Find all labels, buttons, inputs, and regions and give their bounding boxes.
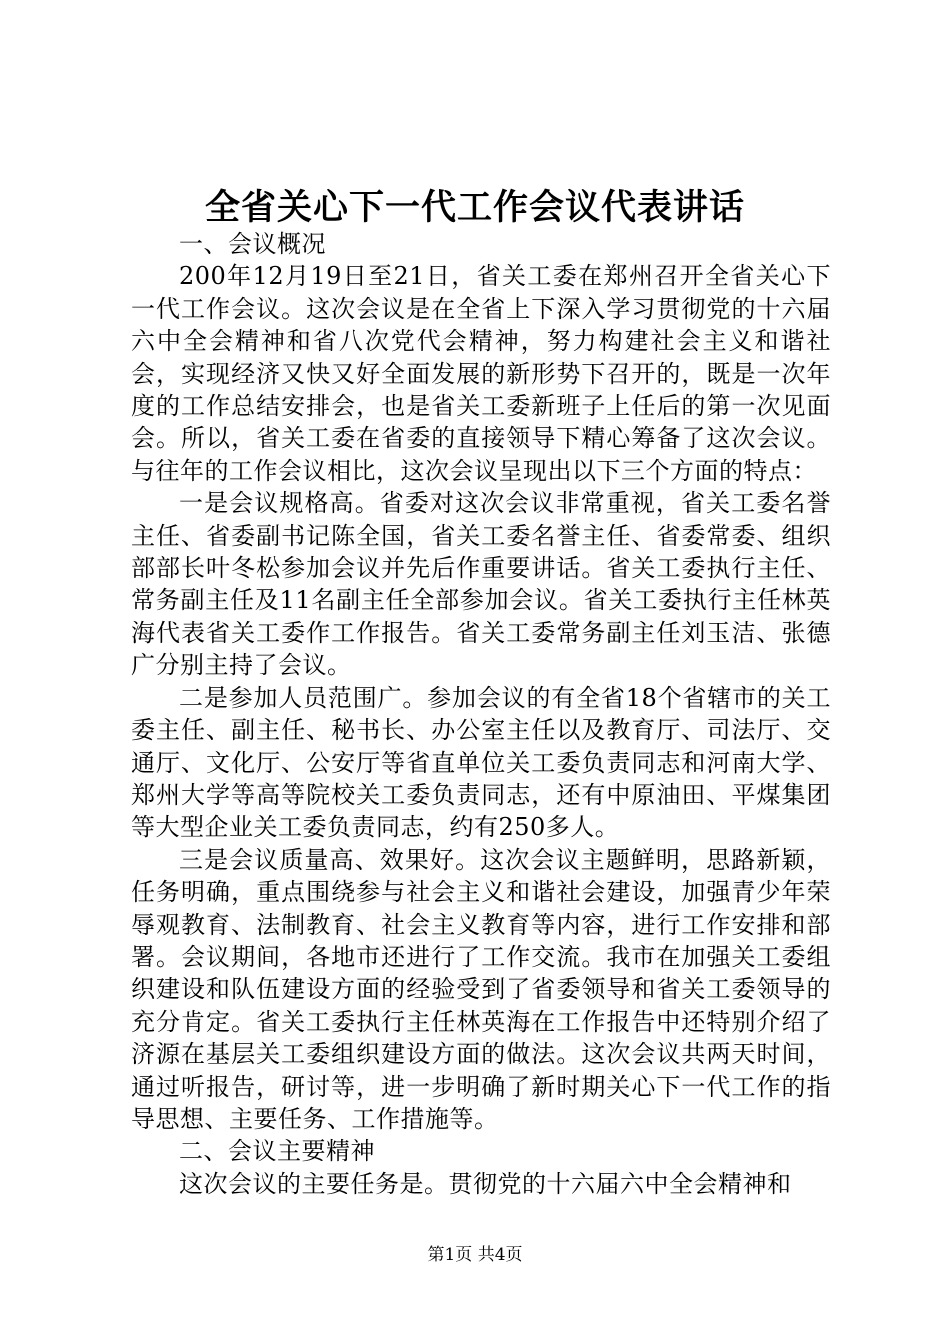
paragraph-main-task: 这次会议的主要任务是。贯彻党的十六届六中全会精神和 bbox=[179, 1169, 792, 1198]
section-heading-overview: 一、会议概况 bbox=[179, 230, 326, 258]
paragraph-feature-two: 二是参加人员范围广。参加会议的有全省18个省辖市的关工委主任、副主任、秘书长、办公室主任以及教育厅、司法厅、交通厅、文化厅、公安厅等省直单位关工委负责同志和河南大学、郑州大学等高等院校关工委负责同志，还有中原油田、平煤集团等大型企业关工委负责同志，约有250多人。 bbox=[131, 683, 831, 842]
paragraph-feature-one: 一是会议规格高。省委对这次会议非常重视，省关工委名誉主任、省委副书记陈全国，省关工委名誉主任、省委常委、组织部部长叶冬松参加会议并先后作重要讲话。省关工委执行主任、常务副主任及11名副主任全部参加会议。省关工委执行主任林英海代表省关工委作工作报告。省关工委常务副主任刘玉洁、张德广分别主持了会议。 bbox=[131, 489, 831, 680]
paragraph-feature-three: 三是会议质量高、效果好。这次会议主题鲜明，思路新颖，任务明确，重点围绕参与社会主义和谐社会建设，加强青少年荣辱观教育、法制教育、社会主义教育等内容，进行工作安排和部署。会议期间，各地市还进行了工作交流。我市在加强关工委组织建设和队伍建设方面的经验受到了省委领导和省关工委领导的充分肯定。省关工委执行主任林英海在工作报告中还特别介绍了济源在基层关工委组织建设方面的做法。这次会议共两天时间，通过听报告，研讨等，进一步明确了新时期关心下一代工作的指导思想、主要任务、工作措施等。 bbox=[131, 845, 831, 1133]
page-number-footer: 第1页 共4页 bbox=[427, 1245, 523, 1265]
section-heading-main-spirit: 二、会议主要精神 bbox=[179, 1137, 375, 1166]
document-body bbox=[131, 228, 831, 1200]
paragraph-meeting-intro: 200年12月19日至21日，省关工委在郑州召开全省关心下一代工作会议。这次会议是在全省上下深入学习贯彻党的十六届六中全会精神和省八次党代会精神，努力构建社会主义和谐社会，实现经济又快又好全面发展的新形势下召开的，既是一次年度的工作总结安排会，也是省关工委新班子上任后的第一次见面会。所以，省关工委在省委的直接领导下精心筹备了这次会议。与往年的工作会议相比，这次会议呈现出以下三个方面的特点： bbox=[131, 262, 831, 485]
document-title: 全省关心下一代工作会议代表讲话 bbox=[204, 188, 745, 228]
